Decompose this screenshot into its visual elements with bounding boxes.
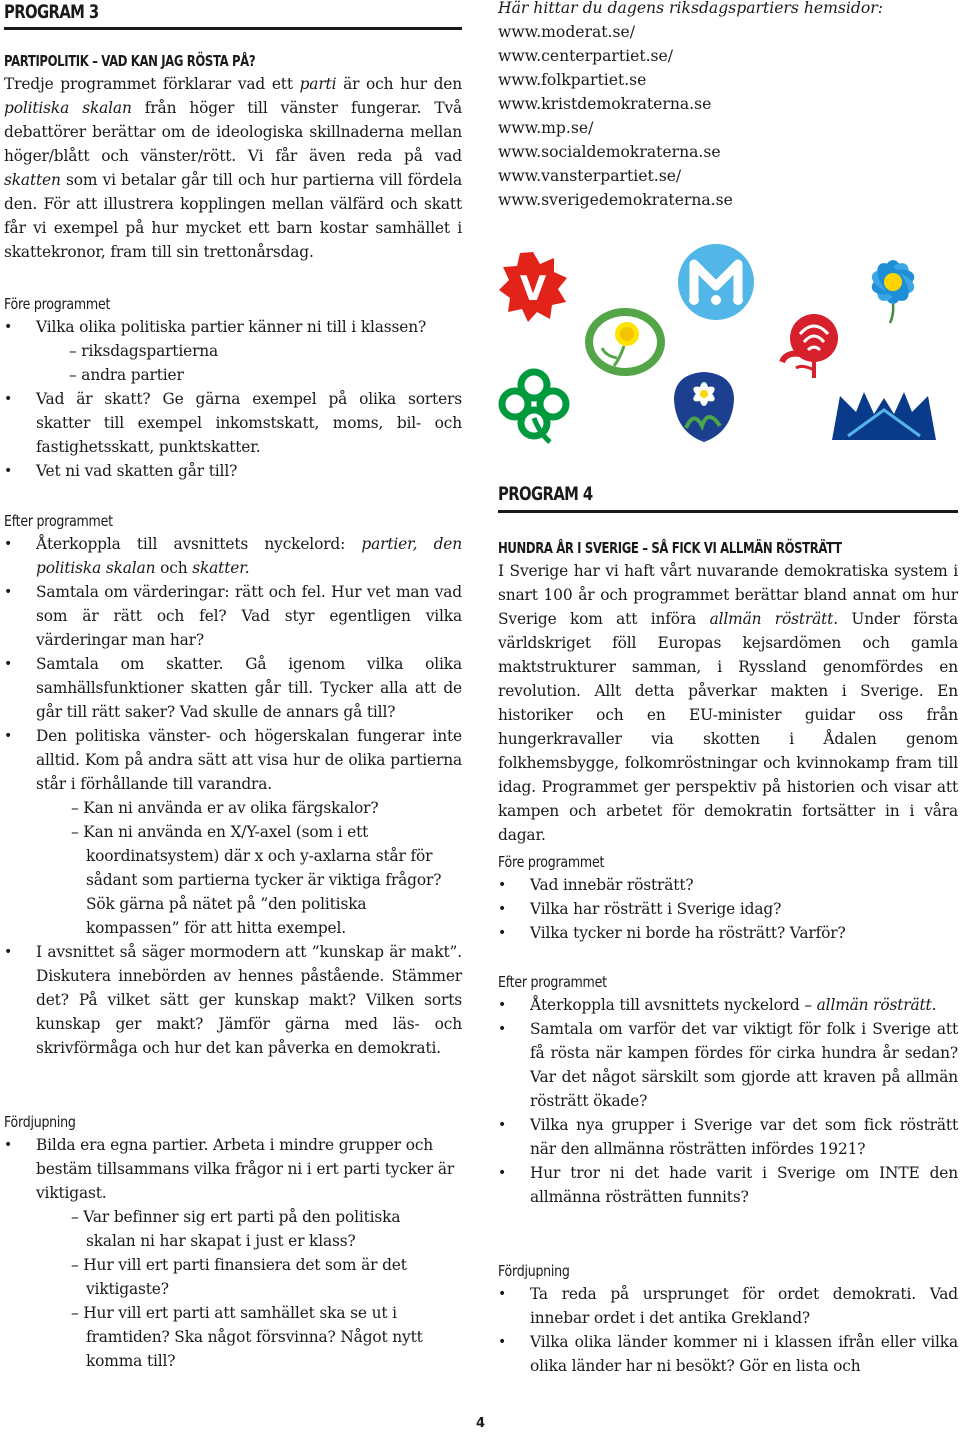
party-link[interactable]: www.moderat.se/ [498,23,635,41]
party-link[interactable]: www.kristdemokraterna.se [498,95,712,113]
program3-intro: Tredje programmet förklarar vad ett parti är och hur den politiska skalan från höger till vänster fungerar. Två debattörer berättar om de ideologiska skillnaderna mellan höger/blått och vänster/rött. Vi får även reda på vad skatten som vi betalar går till och hur partierna vill fördela den. För att illustrera kopplingen mellan välfärd och skatt får vi exempel på hur mycket ett barn kostar samhället i skattekronor, fram till sin trettonårsdag. [4,75,463,261]
sub-item: – Kan ni använda en X/Y-axel (som i ett koordinatsystem) där x och y-axlarna står för sådant som partierna tycker är viktiga frågor? Sök gärna på nätet på ”den politiska kompassen” för att hitta exempel. [71,823,442,937]
program3-after-heading: Efter programmet [4,512,113,530]
sub-item: – Kan ni använda er av olika färgskalor? [71,799,379,817]
party-link[interactable]: www.sverigedemokraterna.se [498,191,733,209]
list-item: • I avsnittet så säger mormodern att ”kunskap är makt”. Diskutera innebörden av hennes påstående. Stämmer det? På vilket sätt ger kunskap makt? Vilken sorts kunskap ger makt? Jämför gärna med läs- och skrivförmåga och hur det kan påverka en demokrati. [4,940,462,1060]
list-item: • Bilda era egna partier. Arbeta i mindre grupper och bestäm tillsammans vilka frågor ni i ert parti tycker är viktigast. [4,1133,462,1205]
program3-deep-heading: Fördjupning [4,1113,76,1131]
list-item: • Samtala om skatter. Gå igenom vilka olika samhällsfunktioner skatten går till. Tycker alla att de går till rätt saker? Vad skulle de annars gå till? [4,652,462,724]
party-link[interactable]: www.centerpartiet.se/ [498,47,674,65]
kristdemokraterna-logo [672,370,736,444]
list-item: • Vad är skatt? Ge gärna exempel på olika sorters skatter till exempel inkomstskatt, moms, bil- och fastighetsskatt, punktskatter. [4,387,462,459]
list-item: • Vilka nya grupper i Sverige var det som fick rösträtt när den allmänna rösträtten infördes 1921? [498,1113,958,1161]
sub-item: – riksdagspartierna [69,342,219,360]
miljopartiet-logo [584,306,666,378]
program4-rule [498,510,958,513]
party-link[interactable]: www.vansterpartiet.se/ [498,167,682,185]
sub-item: – Hur vill ert parti att samhället ska se ut i framtiden? Ska något försvinna? Något nytt komma till? [71,1304,423,1370]
party-link[interactable]: www.mp.se/ [498,119,594,137]
sub-item: – andra partier [69,366,184,384]
program4-deep-list [498,1282,958,1378]
program4-subtitle: HUNDRA ÅR I SVERIGE – SÅ FICK VI ALLMÄN RÖSTRÄTT [498,539,842,557]
v-letter: V [519,269,547,309]
list-item: • Den politiska vänster- och högerskalan fungerar inte alltid. Kom på andra sätt att visa hur de olika partierna står i förhållande till varandra. [4,724,462,796]
list-item: • Återkoppla till avsnittets nyckelord – allmän rösträtt. [498,993,958,1017]
party-links [498,0,958,212]
program4-after-list [498,993,958,1209]
program3-after-list [4,532,462,796]
centerpartiet-logo [498,368,570,444]
moderaterna-logo [676,242,756,322]
program3-before-list [4,315,462,339]
list-item: • Återkoppla till avsnittets nyckelord: partier, den politiska skalan och skatter. [4,532,462,580]
list-item: • Vilka olika länder kommer ni i klassen ifrån eller vilka olika länder har ni besökt? Gör en lista och [498,1330,958,1378]
program3-title: PROGRAM 3 [4,1,99,23]
links-heading: Här hittar du dagens riksdagspartiers hemsidor: [498,0,883,17]
party-logos [498,240,958,455]
program3-rule [4,27,462,30]
list-item: • Vilka har rösträtt i Sverige idag? [498,897,958,921]
list-item: • Hur tror ni det hade varit i Sverige om INTE den allmänna rösträtten funnits? [498,1161,958,1209]
page-number: 4 [476,1416,486,1431]
sverigedemokraterna-logo [828,390,940,446]
program4-after-heading: Efter programmet [498,973,607,991]
list-item: • Vet ni vad skatten går till? [4,459,462,483]
socialdemokraterna-logo [776,304,852,380]
program4-intro: I Sverige har vi haft vårt nuvarande demokratiska system i snart 100 år och programmet berättar bland annat om hur Sverige kom att införa allmän rösträtt. Under första världskriget föll Europas kejsardömen och gamla maktstrukturer samman, i Ryssland genomfördes en revolution. Allt detta påverkar makten i Sverige. En historiker och en EU-minister guidar oss från hungerkravaller via skotten i Ådalen genom folkhemsbygge, folkomröstningar och kvinnokamp fram till idag. Programmet ger perspektiv på historien och visar att kampen och arbetet för demokratin fortsätter in i våra dagar. [498,562,958,844]
list-item: • Ta reda på ursprunget för ordet demokrati. Vad innebar ordet i det antika Grekland? [498,1282,958,1330]
program3-before-heading: Före programmet [4,295,111,313]
list-item: • Vilka olika politiska partier känner ni till i klassen? [4,315,462,339]
folkpartiet-logo [856,244,930,324]
party-link[interactable]: www.socialdemokraterna.se [498,143,721,161]
sub-item: – Hur vill ert parti finansiera det som är det viktigaste? [71,1256,407,1298]
program4-before-list [498,873,958,945]
list-item: • Samtala om värderingar: rätt och fel. Hur vet man vad som är rätt och fel? Vad styr egentligen vilka värderingar man har? [4,580,462,652]
sub-item: – Var befinner sig ert parti på den politiska skalan ni har skapat i just er klass? [71,1208,401,1250]
program3-deep-list [4,1133,462,1205]
party-link[interactable]: www.folkpartiet.se [498,71,647,89]
program4-title: PROGRAM 4 [498,483,593,505]
list-item: • Vad innebär rösträtt? [498,873,958,897]
program4-deep-heading: Fördjupning [498,1262,570,1280]
program3-subtitle: PARTIPOLITIK – VAD KAN JAG RÖSTA PÅ? [4,52,256,70]
list-item: • Vilka tycker ni borde ha rösträtt? Varför? [498,921,958,945]
vansterpartiet-logo [498,250,568,322]
list-item: • Samtala om varför det var viktigt för folk i Sverige att få rösta när kampen fördes för cirka hundra år sedan? Var det något särskilt som gjorde att kraven på allmän rösträtt ökade? [498,1017,958,1113]
program4-before-heading: Före programmet [498,853,605,871]
